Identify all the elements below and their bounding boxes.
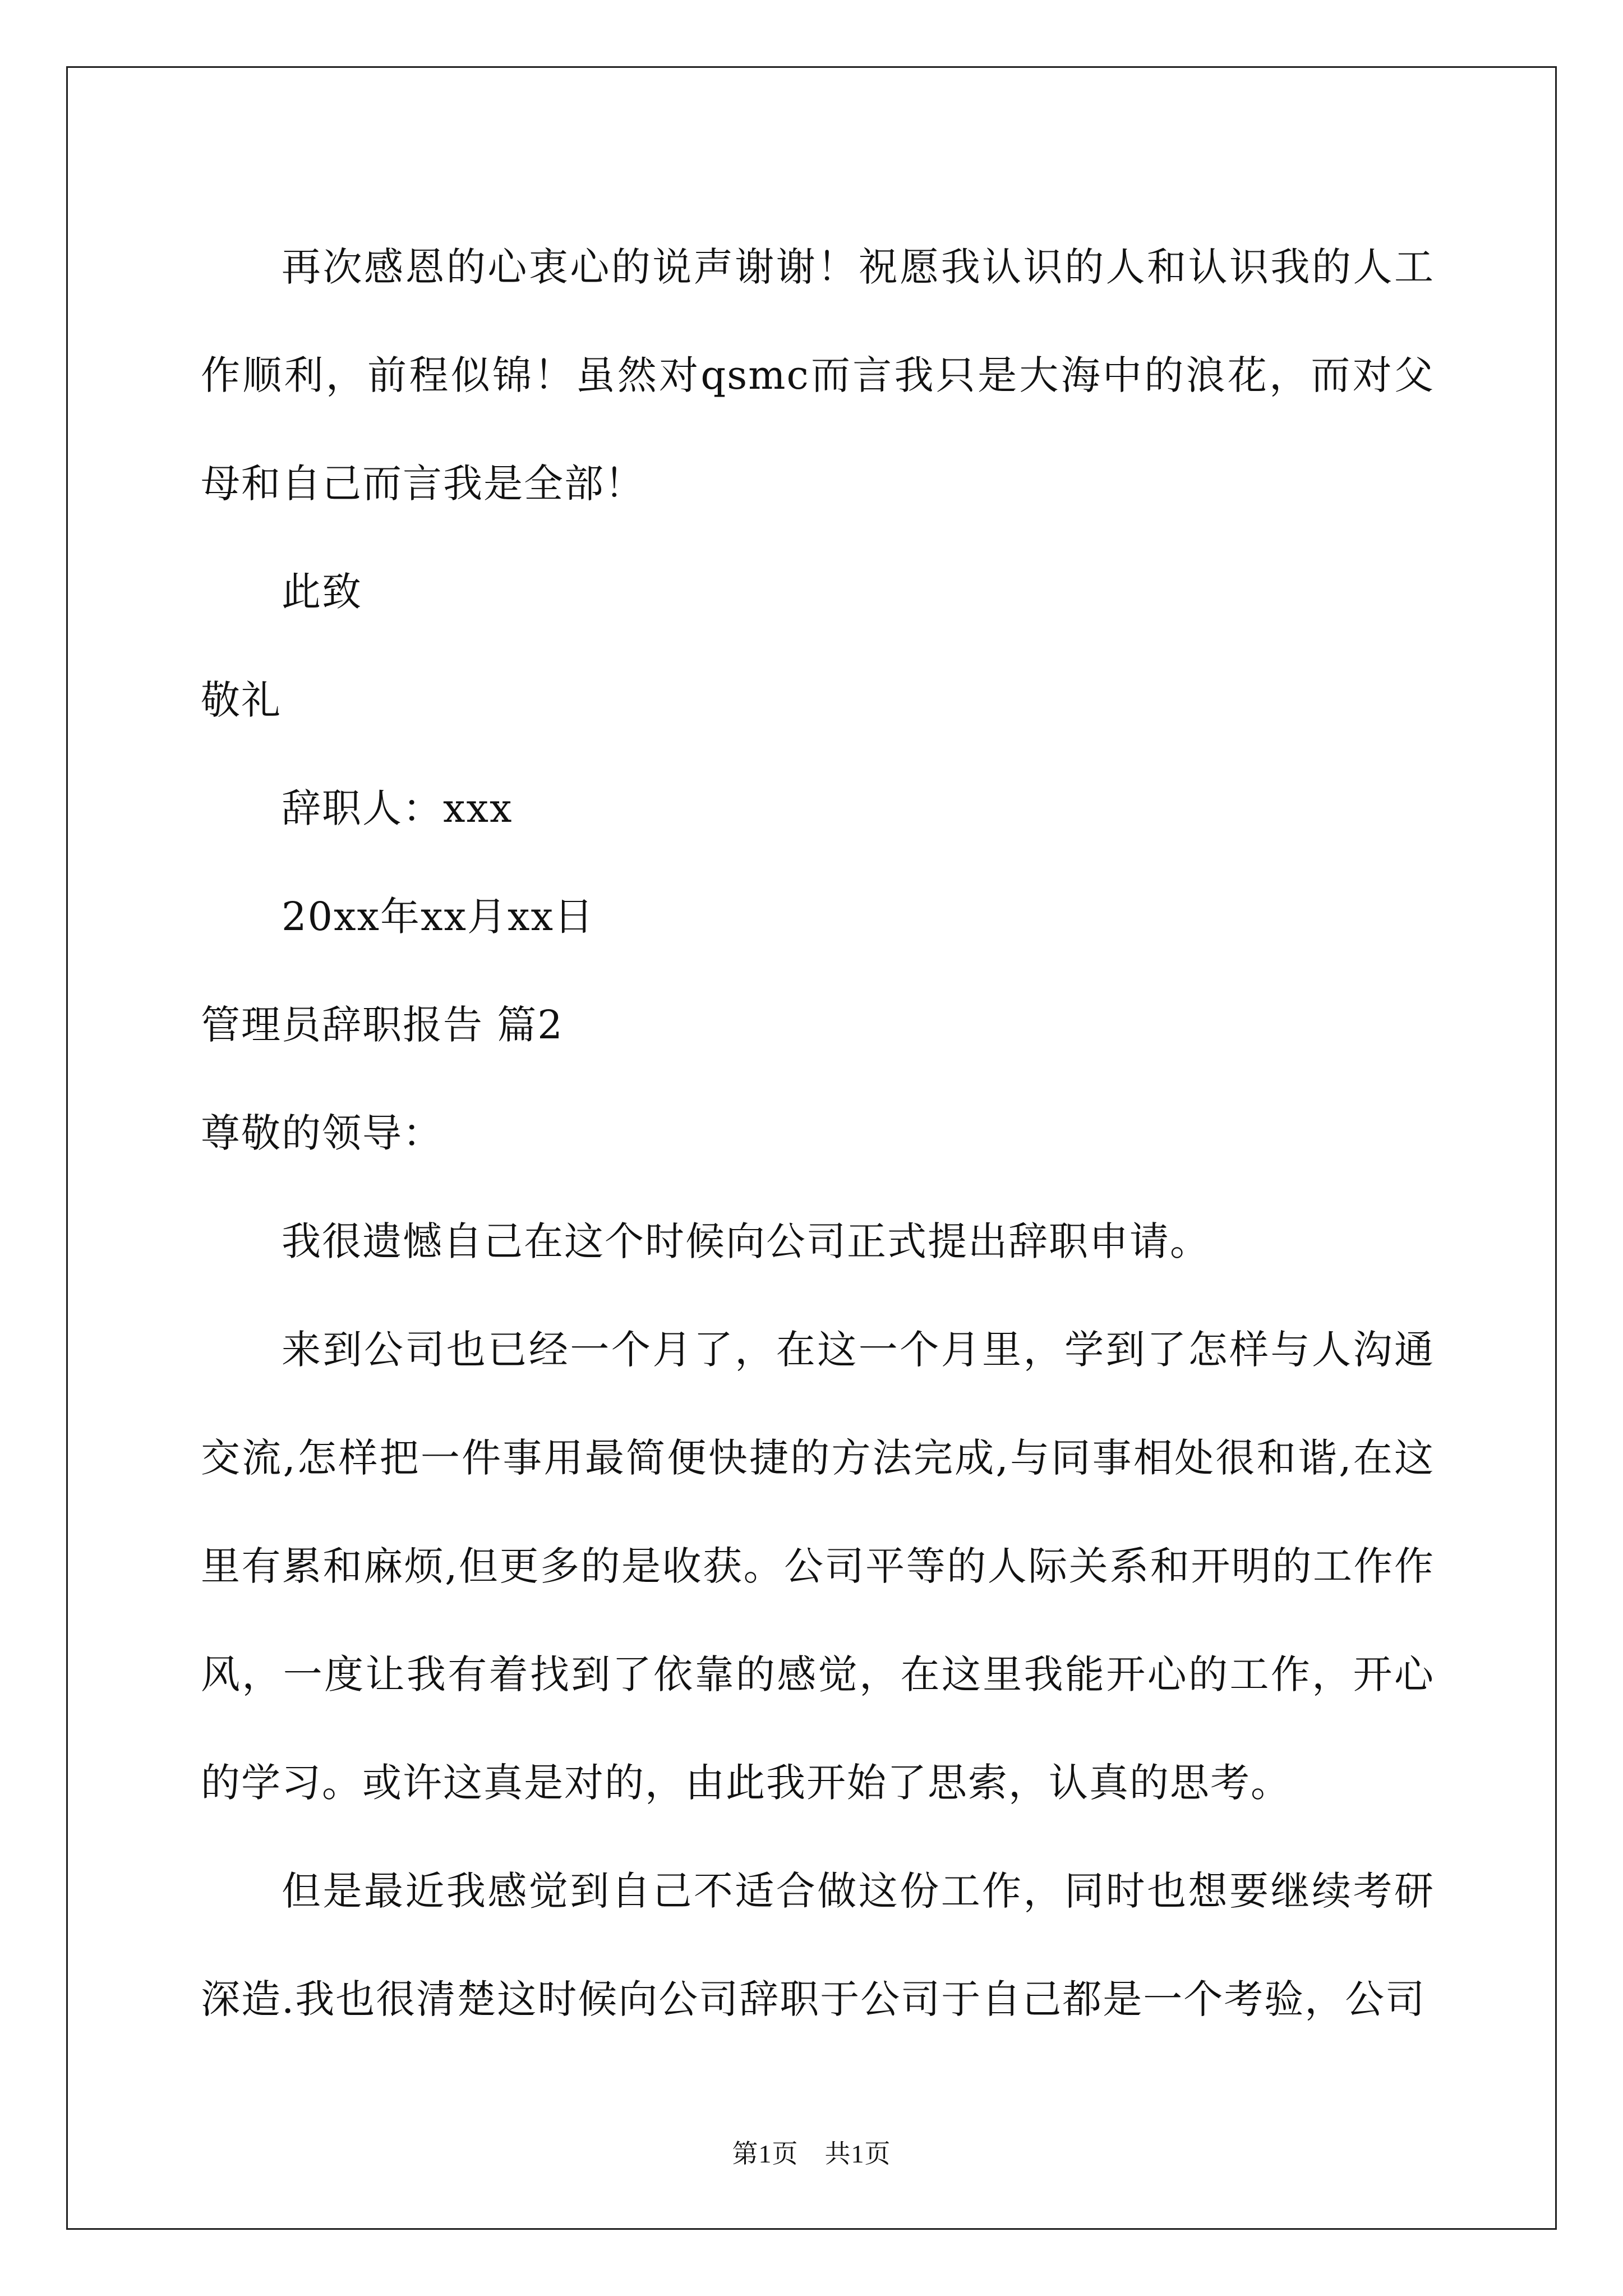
- paragraph-salutation-jingli: 敬礼: [201, 677, 282, 723]
- paragraph-salutation-cizhi: 此致: [282, 569, 362, 615]
- document-body: [201, 213, 1435, 2054]
- paragraph-date: 20xx年xx月xx日: [282, 894, 594, 940]
- paragraph-reason: 但是最近我感觉到自己不适合做这份工作，同时也想要继续考研深造.我也很清楚这时候向公司辞职于公司于自己都是一个考验，公司: [201, 1868, 1435, 2022]
- section-heading: 管理员辞职报告 篇2: [201, 1002, 564, 1048]
- page-footer: 第1页 共1页: [732, 2139, 891, 2168]
- paragraph-signature: 辞职人：xxx: [282, 785, 513, 831]
- paragraph-experience: 来到公司也已经一个月了，在这一个月里，学到了怎样与人沟通交流,怎样把一件事用最简便快捷的方法完成,与同事相处很和谐,在这里有累和麻烦,但更多的是收获。公司平等的人际关系和开明的工作作风，一度让我有着找到了依靠的感觉，在这里我能开心的工作，开心的学习。或许这真是对的，由此我开始了思索，认真的思考。: [201, 1327, 1435, 1806]
- paragraph-greeting: 尊敬的领导：: [201, 1110, 443, 1156]
- paragraph-closing-thanks: 再次感恩的心衷心的说声谢谢！祝愿我认识的人和认识我的人工作顺利，前程似锦！虽然对qsmc而言我只是大海中的浪花，而对父母和自己而言我是全部！: [201, 244, 1435, 507]
- paragraph-resignation-intro: 我很遗憾自己在这个时候向公司正式提出辞职申请。: [282, 1218, 1210, 1264]
